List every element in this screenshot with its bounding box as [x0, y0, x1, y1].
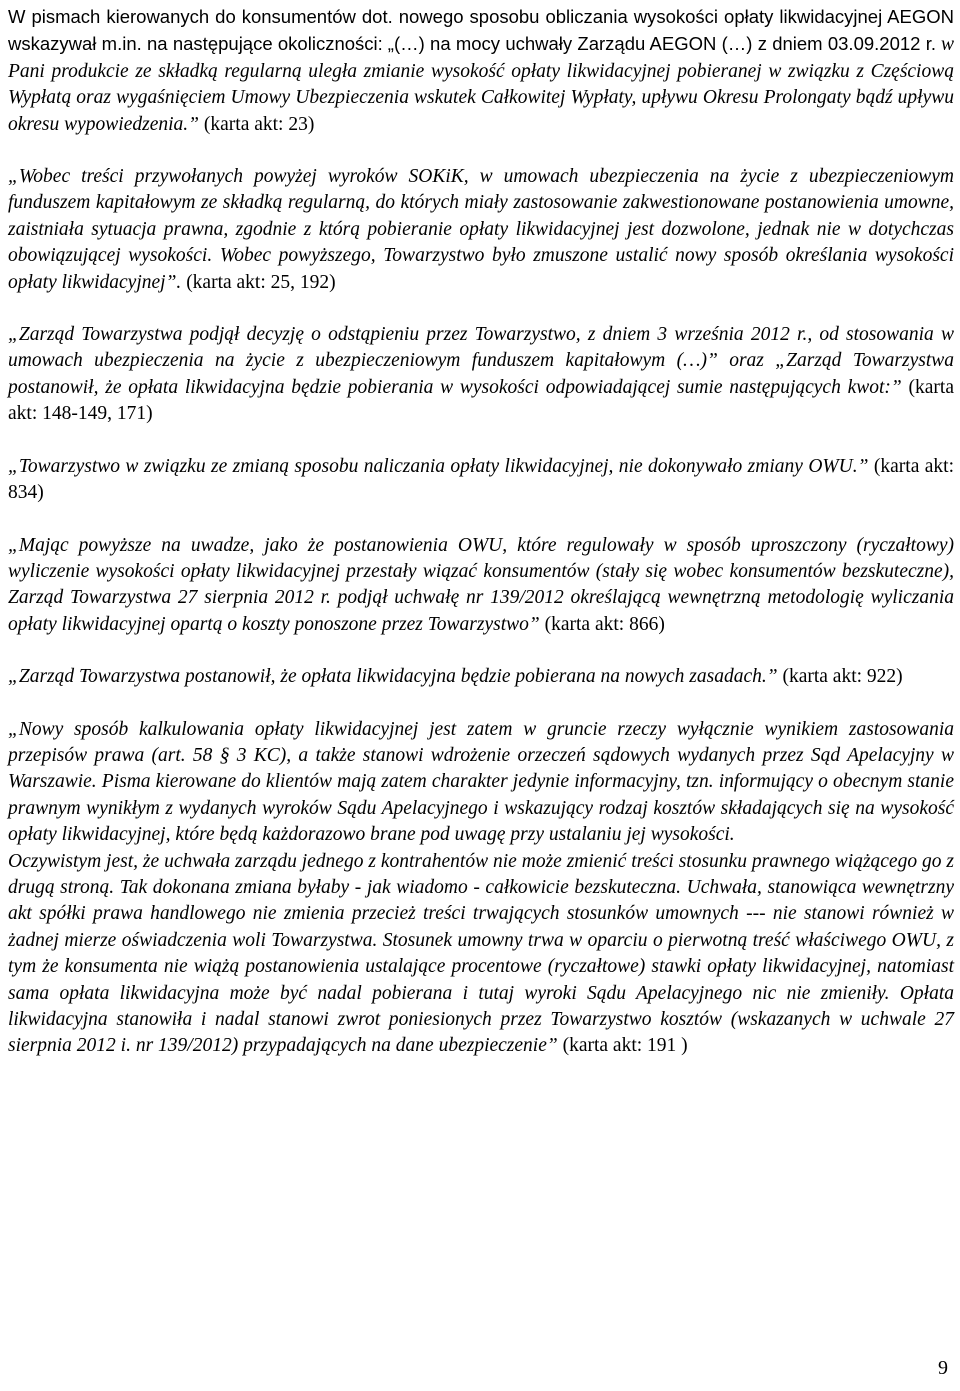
quote-paragraph-3	[8, 454, 954, 507]
intro-quote: w Pani produkcie ze składką regularną uległa zmianie wysokość opłaty likwidacyjnej pobieranej w związku z Częściową Wypłatą oraz wygaśnięciem Umowy Ubezpieczenia wskutek Całkowitej Wypłaty, upływu Okresu Prolongaty bądź upływu okresu wypowiedzenia.”	[8, 34, 954, 135]
case-file-reference: (karta akt: 834)	[8, 455, 954, 504]
quote-paragraph-2	[8, 322, 954, 428]
quote-paragraph-5	[8, 664, 954, 690]
intro-paragraph	[8, 4, 954, 138]
case-file-reference: (karta akt: 25, 192)	[181, 271, 336, 293]
quote-text: „Wobec treści przywołanych powyżej wyroków SOKiK, w umowach ubezpieczenia na życie z ubezpieczeniowym funduszem kapitałowym ze składką regularną, do których miały zastosowanie zakwestionowane postanowienia umowne, zaistniała sytuacja prawna, zgodnie z którą pobieranie opłaty likwidacyjnej jest dozwolone, jednak nie w dotychczas obowiązującej wysokości. Wobec powyższego, Towarzystwo było zmuszone ustalić nowy sposób określania wysokości opłaty likwidacyjnej”.	[8, 166, 954, 293]
quote-paragraph-4	[8, 533, 954, 639]
quote-paragraph-1	[8, 164, 954, 296]
page-number: 9	[938, 1357, 948, 1379]
quote-text: „Zarząd Towarzystwa postanowił, że opłata likwidacyjna będzie pobierana na nowych zasadach.”	[8, 666, 778, 688]
quote-text: „Mając powyższe na uwadze, jako że postanowienia OWU, które regulowały w sposób uproszczony (ryczałtowy) wyliczenie wysokości opłaty likwidacyjnej przestały wiązać konsumentów (stały się wobec konsumentów bezskuteczne), Zarząd Towarzystwa 27 sierpnia 2012 r. podjął uchwałę nr 139/2012 określającą wewnętrzną metodologię wyliczania opłaty likwidacyjnej opartą o koszty ponoszone przez Towarzystwo”	[8, 534, 954, 635]
intro-text: W pismach kierowanych do konsumentów dot. nowego sposobu obliczania wysokości opłaty likwidacyjnej AEGON wskazywał m.in. na następujące okoliczności:	[8, 6, 954, 55]
quote-paragraph-7	[8, 849, 954, 1060]
case-file-reference: (karta akt: 148-149, 171)	[8, 376, 954, 425]
quote-text: Oczywistym jest, że uchwała zarządu jednego z kontrahentów nie może zmienić treści stosunku prawnego wiążącego go z drugą stroną. Tak dokonana zmiana byłaby - jak wiadomo - całkowicie bezskuteczna. Uchwała, stanowiąca wewnętrzny akt spółki prawa handlowego nie zmienia przecież treści trwających stosunków umownych --- nie stanowi również w żadnej mierze oświadczenia woli Towarzystwa. Stosunek umowny trwa w oparciu o pierwotną treść właściwego OWU, z tym że konsumenta nie wiążą postanowienia ustalające procentowe (ryczałtowe) stawki opłaty likwidacyjnej, natomiast sama opłata likwidacyjna może być nadal pobierana i tutaj wyroki Sądu Apelacyjnego nic nie zmieniły. Opłata likwidacyjna stanowiła i nadal stanowi zwrot poniesionych przez Towarzystwo kosztów (wskazanych w uchwale 27 sierpnia 2012 i. nr 139/2012) przypadających na dane ubezpieczenie”	[8, 850, 954, 1057]
quote-text: „Zarząd Towarzystwa podjął decyzję o odstąpieniu przez Towarzystwo, z dniem 3 września 2012 r., od stosowania w umowach ubezpieczenia na życie z ubezpieczeniowym funduszem kapitałowym (…)” oraz „Zarząd Towarzystwa postanowił, że opłata likwidacyjna będzie pobierania w wysokości odpowiadającej sumie następujących kwot:”	[8, 324, 954, 398]
quote-text: „Towarzystwo w związku ze zmianą sposobu naliczania opłaty likwidacyjnej, nie dokonywało zmiany OWU.”	[8, 455, 869, 477]
document-page	[8, 4, 954, 1060]
quote-paragraph-6	[8, 717, 954, 849]
case-file-reference: (karta akt: 922)	[777, 666, 903, 688]
case-file-reference: (karta akt: 866)	[539, 613, 665, 635]
quote-text: „Nowy sposób kalkulowania opłaty likwidacyjnej jest zatem w gruncie rzeczy wyłącznie wynikiem zastosowania przepisów prawa (art. 58 § 3 KC), a także stanowi wdrożenie orzeczeń sądowych wydanych przez Sąd Apelacyjny w Warszawie. Pisma kierowane do klientów mają zatem charakter jedynie informacyjny, tzn. informujący o obecnym stanie prawnym wynikłym z wydanych wyroków Sądu Apelacyjnego i wskazujący rodzaj kosztów składających się na wysokość opłaty likwidacyjnej, które będą każdorazowo brane pod uwagę przy ustalaniu jej wysokości.	[8, 718, 954, 846]
intro-quote-open: „(…) na mocy uchwały Zarządu AEGON (…) z dniem 03.09.2012 r.	[387, 33, 936, 55]
case-file-reference: (karta akt: 191 )	[557, 1035, 688, 1057]
intro-reference: (karta akt: 23)	[199, 113, 315, 135]
